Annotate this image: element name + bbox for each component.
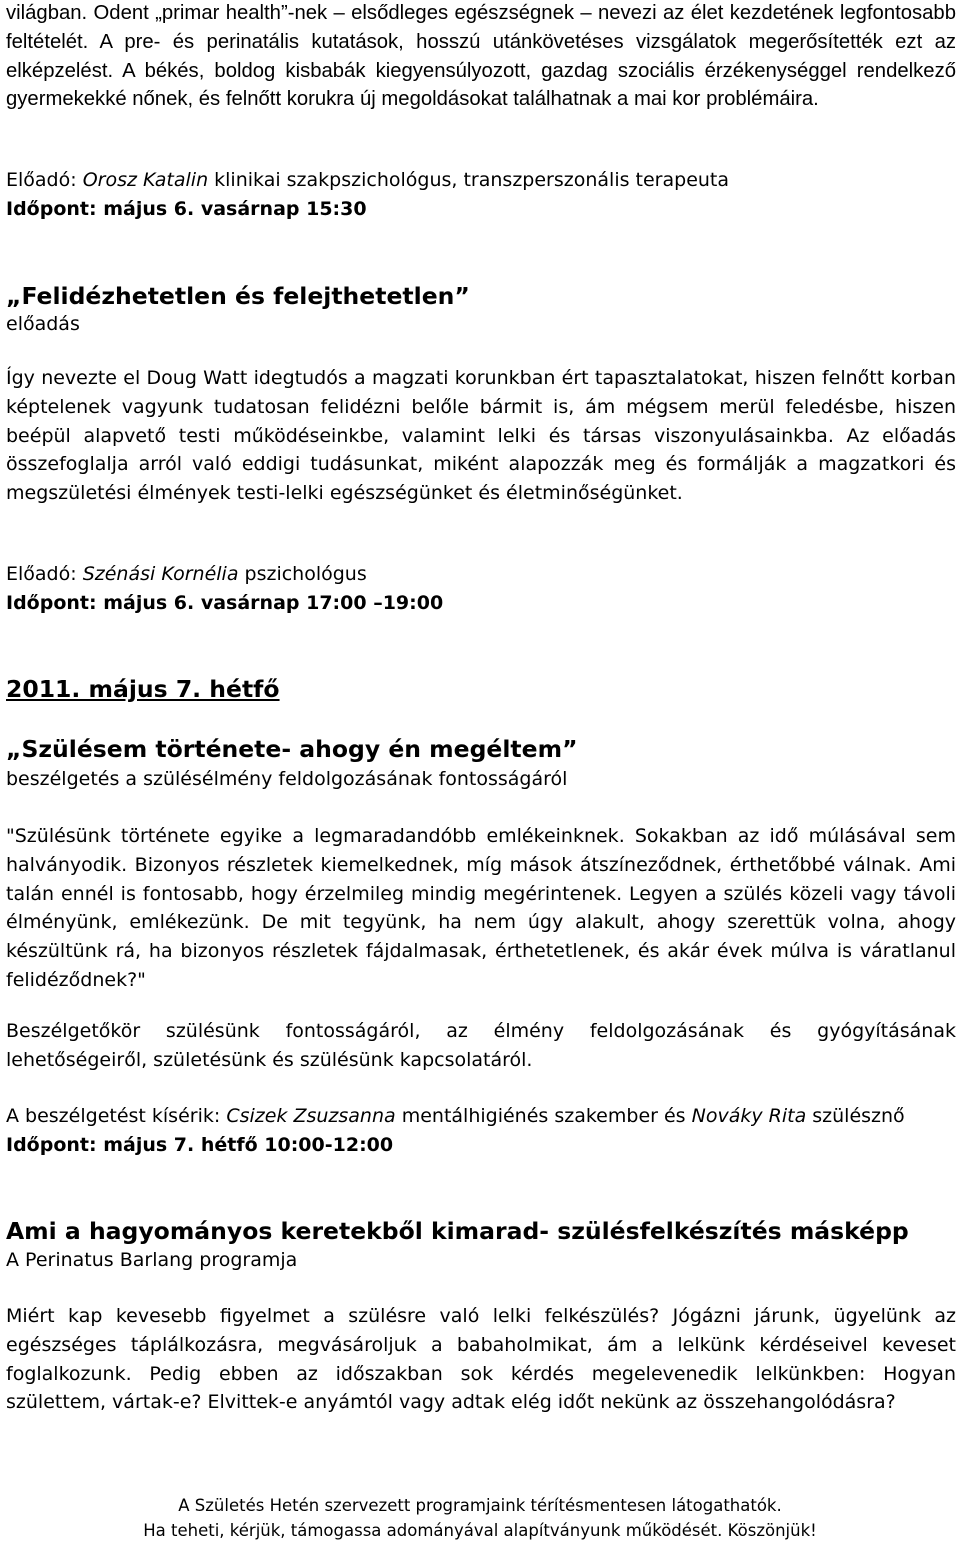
host-name: Csizek Zsuzsanna	[226, 1105, 396, 1127]
host-name: Nováky Rita	[691, 1105, 807, 1127]
event-description: Így nevezte el Doug Watt idegtudós a magzati korunkban ért tapasztalatokat, hiszen felnőtt korban képtelenek vagyunk tudatosan felidézni belőle bármit is, ám mégsem merül feledésbe, hiszen beépül alapvető testi működéseinkbe, valamint lelki és társas viszonyulásainkba. Az előadás összefoglalja arról való eddigi tudásunkat, miként alapozzák meg és formálják a magzatkori és megszületési élmények testi-lelki egészségünket és életminőségünket.	[6, 367, 956, 505]
event-title: Ami a hagyományos keretekből kimarad- szülésfelkészítés másképp	[6, 1217, 909, 1245]
event-subtitle: beszélgetés a szülésélmény feldolgozásának fontosságáról	[6, 768, 568, 790]
event-subtitle: A Perinatus Barlang programja	[6, 1249, 298, 1271]
hosts-line	[6, 1102, 956, 1131]
event-subtitle: előadás	[6, 313, 80, 335]
footer	[0, 1493, 960, 1543]
event-circle-description: Beszélgetőkör szülésünk fontosságáról, az élmény feldolgozásának és gyógyításának lehetőségeiről, születésünk és szülésünk kapcsolatáról.	[6, 1020, 956, 1071]
time-line: Időpont: május 6. vasárnap 17:00 –19:00	[6, 592, 444, 614]
hosts-suffix: szülésznő	[806, 1105, 905, 1127]
time-line: Időpont: május 6. vasárnap 15:30	[6, 198, 367, 220]
day-heading: 2011. május 7. hétfő	[6, 675, 280, 703]
speaker-name: Orosz Katalin	[82, 169, 209, 191]
hosts-prefix: A beszélgetést kísérik:	[6, 1105, 227, 1127]
footer-line: Ha teheti, kérjük, támogassa adományával alapítványunk működését. Köszönjük!	[143, 1521, 817, 1540]
hosts-middle: mentálhigiénés szakember és	[395, 1105, 692, 1127]
speaker-line	[6, 560, 956, 589]
speaker-role: pszichológus	[238, 563, 367, 585]
event-description: Miért kap kevesebb figyelmet a szülésre való lelki felkészülés? Jógázni járunk, ügyelünk az egészséges táplálkozásra, megvásároljuk a babaholmikat, ám a lelkünk kérdéseivel keveset foglalkozunk. Pedig ebben az időszakban sok kérdés megelevenedik lelkünkben: Hogyan születtem, vártak-e? Elvittek-e anyámtól vagy adtak elég időt nekünk az összehangolódásra?	[6, 1305, 956, 1414]
event-quote: "Szülésünk története egyike a legmaradandóbb emlékeinknek. Sokakban az idő múlásával sem halványodik. Bizonyos részletek kiemelkednek, míg mások átszíneződnek, érthetőbbé válnak. Ami talán ennél is fontosabb, hogy érzelmileg mindig megérintenek. Legyen a szülés közeli vagy távoli élményünk, emlékezünk. De mit tegyünk, ha nem úgy alakult, ahogy szerettük volna, ahogy készültünk rá, ha bizonyos részletek fájdalmasak, érthetetlenek, és akár évek múlva is váratlanul felidéződnek?"	[6, 825, 956, 991]
intro-paragraph: világban. Odent „primar health”-nek – elsődleges egészségnek – nevezi az élet kezdetének legfontosabb feltételét. A pre- és perinatális kutatások, hosszú utánkövetéses vizsgálatok megerősítették ezt az elképzelést. A békés, boldog kisbabák kiegyensúlyozott, gazdag szociális érzékenységgel rendelkező gyermekekké nőnek, és felnőtt korukra új megoldásokat találhatnak a mai kor problémáira.	[6, 2, 956, 111]
speaker-role: klinikai szakpszichológus, transzperszonális terapeuta	[208, 169, 730, 191]
time-line: Időpont: május 7. hétfő 10:00-12:00	[6, 1134, 394, 1156]
event-title: „Felidézhetetlen és felejthetetlen”	[6, 282, 470, 310]
speaker-prefix: Előadó:	[6, 563, 83, 585]
speaker-prefix: Előadó:	[6, 169, 83, 191]
speaker-name: Szénási Kornélia	[82, 563, 239, 585]
event-title: „Szülésem története- ahogy én megéltem”	[6, 735, 578, 763]
speaker-line	[6, 166, 956, 195]
footer-line: A Születés Hetén szervezett programjaink térítésmentesen látogathatók.	[178, 1496, 782, 1515]
